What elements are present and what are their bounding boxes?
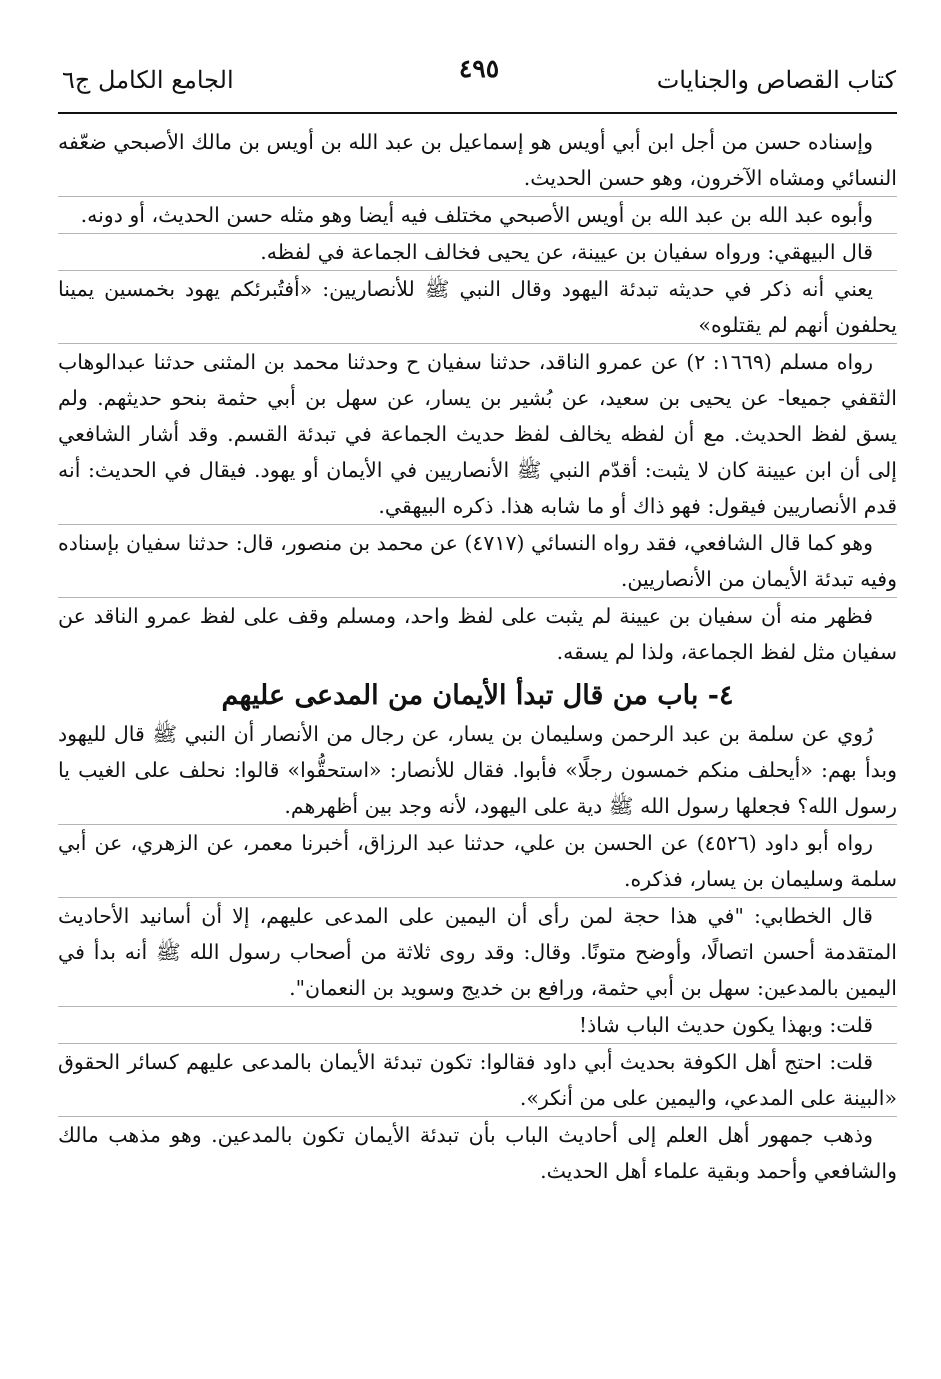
header-divider: [58, 112, 897, 114]
paragraph: يعني أنه ذكر في حديثه تبدئة اليهود وقال النبي ﷺ للأنصاريين: «أفتُبرئكم يهود بخمسين يمينا يحلفون أنهم لم يقتلوه»: [58, 271, 897, 344]
paragraph: قال الخطابي: "في هذا حجة لمن رأى أن اليمين على المدعى عليهم، إلا أن أسانيد الأحاديث المتقدمة أحسن اتصالًا، وأوضح متونًا. وقال: وقد روى ثلاثة من أصحاب رسول الله ﷺ أنه بدأ في اليمين بالمدعين: سهل بن أبي حثمة، ورافع بن خديج وسويد بن النعمان".: [58, 898, 897, 1007]
paragraph: وذهب جمهور أهل العلم إلى أحاديث الباب بأن تبدئة الأيمان تكون بالمدعين. وهو مذهب مالك والشافعي وأحمد وبقية علماء أهل الحديث.: [58, 1123, 897, 1183]
paragraph: قلت: وبهذا يكون حديث الباب شاذ!: [58, 1007, 897, 1044]
paragraph: وإسناده حسن من أجل ابن أبي أويس هو إسماعيل بن عبد الله بن أويس بن مالك الأصبحي ضعّفه النسائي ومشاه الآخرون، وهو حسن الحديث.: [58, 124, 897, 197]
header-book-title: الجامع الكامل ج٦: [62, 66, 234, 94]
chapter-heading: ٤- باب من قال تبدأ الأيمان من المدعى عليهم: [221, 680, 734, 711]
paragraph: قال البيهقي: ورواه سفيان بن عيينة، عن يحيى فخالف الجماعة في لفظه.: [58, 234, 897, 271]
paragraph: وأبوه عبد الله بن عبد الله بن أويس الأصبحي مختلف فيه أيضا وهو مثله حسن الحديث، أو دونه.: [58, 197, 897, 234]
paragraph: رواه أبو داود (٤٥٢٦) عن الحسن بن علي، حدثنا عبد الرزاق، أخبرنا معمر، عن الزهري، عن أبي سلمة وسليمان بن يسار، فذكره.: [58, 825, 897, 898]
page-number: ٤٩٥: [458, 54, 500, 83]
paragraph: وهو كما قال الشافعي، فقد رواه النسائي (٤٧١٧) عن محمد بن منصور، قال: حدثنا سفيان بإسناده وفيه تبدئة الأيمان من الأنصاريين.: [58, 525, 897, 598]
paragraph: رواه مسلم (١٦٦٩: ٢) عن عمرو الناقد، حدثنا سفيان ح وحدثنا محمد بن المثنى حدثنا عبدالوهاب الثقفي جميعا- عن يحيى بن سعيد، عن بُشير بن يسار، عن سهل بن أبي حثمة بنحو حديثهم. ولم يسق لفظ الحديث. مع أن لفظه يخالف لفظ حديث الجماعة في تبدئة القسم. وقد أشار الشافعي إلى أن ابن عيينة كان لا يثبت: أقدّم النبي ﷺ الأنصاريين في الأيمان أو يهود. فيقال في الحديث: أنه قدم الأنصاريين فيقول: فهو ذاك أو ما شابه هذا. ذكره البيهقي.: [58, 344, 897, 525]
paragraph: رُوي عن سلمة بن عبد الرحمن وسليمان بن يسار، عن رجال من الأنصار أن النبي ﷺ قال لليهود وبدأ بهم: «أيحلف منكم خمسون رجلًا» فأبوا. فقال للأنصار: «استحقُّوا» قالوا: نحلف على الغيب يا رسول الله؟ فجعلها رسول الله ﷺ دية على اليهود، لأنه وجد بين أظهرهم.: [58, 716, 897, 825]
header-chapter-title: كتاب القصاص والجنايات: [656, 66, 896, 94]
running-header: [62, 54, 896, 100]
paragraph: فظهر منه أن سفيان بن عيينة لم يثبت على لفظ واحد، ومسلم وقف على لفظ عمرو الناقد عن سفيان مثل لفظ الجماعة، ولذا لم يسقه.: [58, 604, 897, 664]
paragraph: قلت: احتج أهل الكوفة بحديث أبي داود فقالوا: تكون تبدئة الأيمان بالمدعى عليهم كسائر الحقوق «البينة على المدعي، واليمين على من أنكر».: [58, 1044, 897, 1117]
page-body: [58, 124, 897, 1189]
